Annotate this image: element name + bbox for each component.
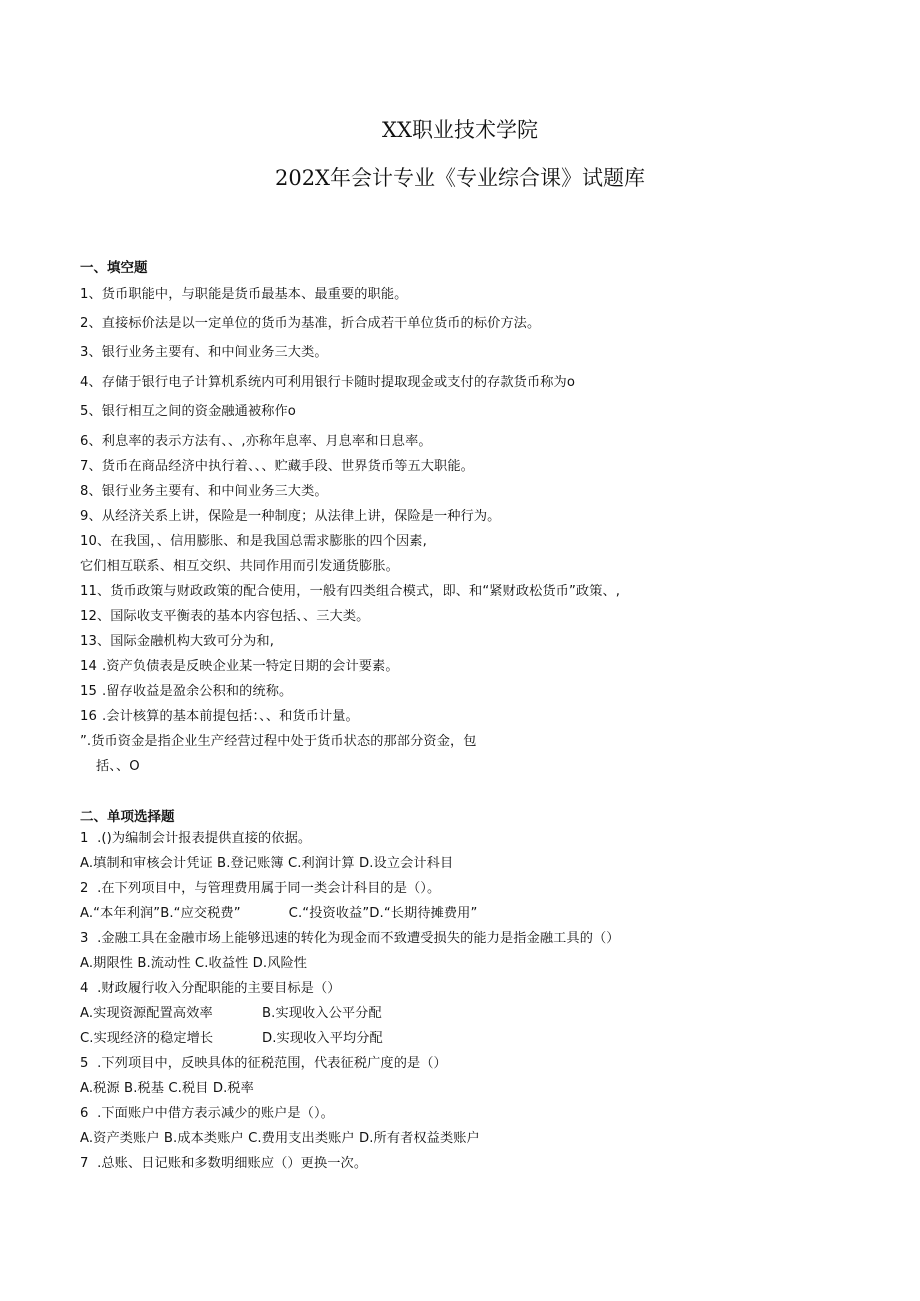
fill-question-5: 5、银行相互之间的资金融通被称作o (80, 404, 296, 419)
choice-options-4b (80, 1030, 383, 1048)
fill-question-10-cont: 它们相互联系、相互交织、共同作用而引发通货膨胀。 (80, 559, 399, 574)
fill-question-16 (80, 708, 359, 726)
choice-question-2: 2 .在下列项目中，与管理费用属于同一类会计科目的是（）。 (80, 881, 441, 896)
section-heading-single-choice: 二、单项选择题 (80, 809, 175, 825)
question-number: 14 (80, 659, 97, 674)
option-group-a: A.“本年利润”B.“应交税费” (80, 906, 241, 921)
fill-question-17: ”.货币资金是指企业生产经营过程中处于货币状态的那部分资金，包 (80, 734, 477, 749)
choice-question-5: 5 .下列项目中，反映具体的征税范围，代表征税广度的是（） (80, 1056, 447, 1071)
fill-question-13: 13、国际金融机构大致可分为和, (80, 634, 275, 649)
fill-question-14 (80, 658, 399, 676)
school-name: XX职业技术学院 (382, 118, 538, 142)
choice-question-3: 3 .金融工具在金融市场上能够迅速的转化为现金而不致遭受损失的能力是指金融工具的（） (80, 931, 620, 946)
fill-question-3: 3、银行业务主要有、和中间业务三大类。 (80, 345, 328, 360)
section-heading-fill-in: 一、填空题 (80, 260, 148, 276)
fill-question-2: 2、直接标价法是以一定单位的货币为基准，折合成若干单位货币的标价方法。 (80, 316, 541, 331)
fill-question-15 (80, 683, 292, 701)
fill-question-17-cont: 括、、O (96, 759, 140, 774)
fill-question-12: 12、国际收支平衡表的基本内容包括、、三大类。 (80, 609, 370, 624)
fill-question-7: 7、货币在商品经济中执行着、、、贮藏手段、世界货币等五大职能。 (80, 459, 474, 474)
fill-question-4: 4、存储于银行电子计算机系统内可利用银行卡随时提取现金或支付的存款货币称为o (80, 375, 576, 390)
question-number: 16 (80, 709, 97, 724)
choice-question-4: 4 .财政履行收入分配职能的主要目标是（） (80, 981, 341, 996)
question-text: .资产负债表是反映企业某一特定日期的会计要素。 (102, 659, 399, 674)
question-text: .会计核算的基本前提包括：、、和货币计量。 (102, 709, 359, 724)
fill-question-9: 9、从经济关系上讲，保险是一种制度；从法律上讲，保险是一种行为。 (80, 509, 501, 524)
fill-question-1: 1、货币职能中，与职能是货币最基本、最重要的职能。 (80, 287, 408, 302)
choice-question-1: 1 .()为编制会计报表提供直接的依据。 (80, 831, 312, 846)
option-a: A.实现资源配置高效率 (80, 1006, 213, 1021)
question-text: .留存收益是盈余公积和的统称。 (102, 684, 293, 699)
choice-options-1: A.填制和审核会计凭证 B.登记账簿 C.利润计算 D.设立会计科目 (80, 856, 454, 871)
fill-question-11: 11、货币政策与财政政策的配合使用，一般有四类组合模式，即、和“紧财政松货币”政策、, (80, 584, 621, 599)
option-c: C.实现经济的稳定增长 (80, 1031, 214, 1046)
question-number: 15 (80, 684, 97, 699)
document-title: 202X年会计专业《专业综合课》试题库 (274, 166, 646, 190)
choice-options-4a (80, 1005, 382, 1023)
option-d: D.实现收入平均分配 (262, 1031, 383, 1046)
choice-question-7: 7 .总账、日记账和多数明细账应（）更换一次。 (80, 1156, 368, 1171)
choice-question-6: 6 .下面账户中借方表示减少的账户是（）。 (80, 1106, 334, 1121)
option-group-b: C.“投资收益”D.“长期待摊费用” (288, 906, 478, 921)
fill-question-10: 10、在我国，、信用膨胀、和是我国总需求膨胀的四个因素, (80, 534, 427, 549)
choice-options-2 (80, 905, 477, 923)
choice-options-3: A.期限性 B.流动性 C.收益性 D.风险性 (80, 956, 308, 971)
option-b: B.实现收入公平分配 (262, 1006, 382, 1021)
fill-question-6: 6、利息率的表示方法有、、,亦称年息率、月息率和日息率。 (80, 434, 432, 449)
choice-options-6: A.资产类账户 B.成本类账户 C.费用支出类账户 D.所有者权益类账户 (80, 1131, 480, 1146)
choice-options-5: A.税源 B.税基 C.税目 D.税率 (80, 1081, 254, 1096)
fill-question-8: 8、银行业务主要有、和中间业务三大类。 (80, 484, 328, 499)
